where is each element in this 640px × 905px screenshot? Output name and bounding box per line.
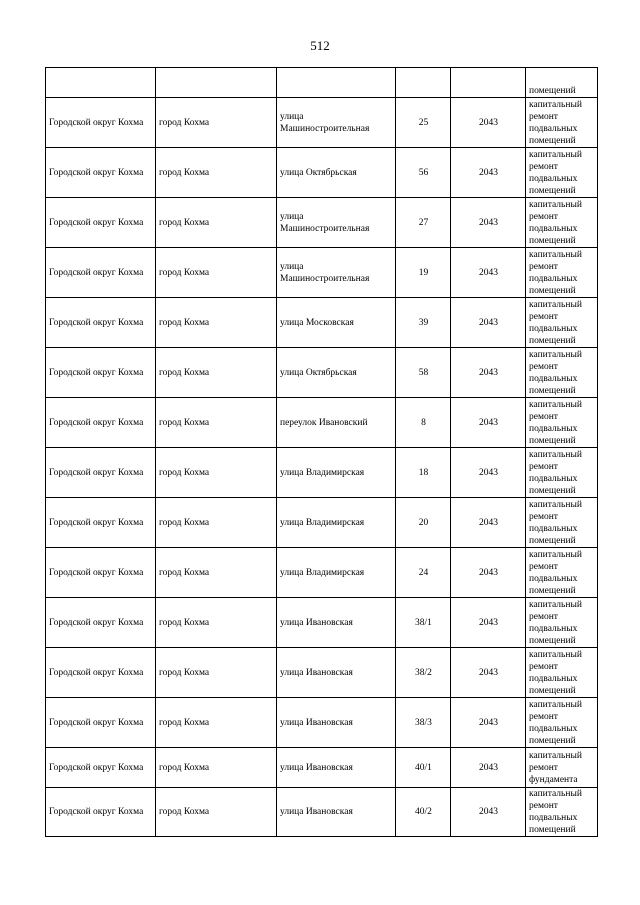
street-cell: улица Владимирская	[277, 498, 396, 548]
year-cell: 2043	[451, 198, 526, 248]
table-row	[46, 648, 598, 698]
municipality-cell: Городской округ Кохма	[46, 448, 156, 498]
municipality-cell: Городской округ Кохма	[46, 748, 156, 788]
year-cell	[451, 68, 526, 98]
street-cell: улица Ивановская	[277, 648, 396, 698]
repair-schedule-table	[45, 67, 598, 837]
table-row	[46, 298, 598, 348]
year-cell: 2043	[451, 348, 526, 398]
street-cell: улица Владимирская	[277, 548, 396, 598]
table-row	[46, 498, 598, 548]
work-type-cell: капитальный ремонт фундамента	[526, 748, 598, 788]
table-row	[46, 98, 598, 148]
house-cell: 25	[396, 98, 451, 148]
year-cell: 2043	[451, 298, 526, 348]
street-cell: улица Октябрьская	[277, 348, 396, 398]
table-row	[46, 748, 598, 788]
town-cell: город Кохма	[156, 348, 277, 398]
year-cell: 2043	[451, 548, 526, 598]
town-cell: город Кохма	[156, 748, 277, 788]
municipality-cell: Городской округ Кохма	[46, 788, 156, 837]
house-cell: 39	[396, 298, 451, 348]
house-cell: 58	[396, 348, 451, 398]
work-type-cell: капитальный ремонт подвальных помещений	[526, 148, 598, 198]
year-cell: 2043	[451, 698, 526, 748]
table-row-continued	[46, 68, 598, 98]
work-type-cell: капитальный ремонт подвальных помещений	[526, 298, 598, 348]
house-cell	[396, 68, 451, 98]
municipality-cell: Городской округ Кохма	[46, 548, 156, 598]
town-cell: город Кохма	[156, 498, 277, 548]
town-cell: город Кохма	[156, 448, 277, 498]
municipality-cell: Городской округ Кохма	[46, 248, 156, 298]
house-cell: 27	[396, 198, 451, 248]
year-cell: 2043	[451, 148, 526, 198]
house-cell: 18	[396, 448, 451, 498]
house-cell: 19	[396, 248, 451, 298]
year-cell: 2043	[451, 648, 526, 698]
town-cell: город Кохма	[156, 788, 277, 837]
municipality-cell: Городской округ Кохма	[46, 598, 156, 648]
work-type-cell: капитальный ремонт подвальных помещений	[526, 448, 598, 498]
municipality-cell: Городской округ Кохма	[46, 398, 156, 448]
town-cell: город Кохма	[156, 548, 277, 598]
work-type-cell: капитальный ремонт подвальных помещений	[526, 98, 598, 148]
street-cell: улица Машиностроительная	[277, 98, 396, 148]
work-type-cell: капитальный ремонт подвальных помещений	[526, 348, 598, 398]
street-cell: улица Машиностроительная	[277, 248, 396, 298]
work-type-cell: капитальный ремонт подвальных помещений	[526, 398, 598, 448]
municipality-cell: Городской округ Кохма	[46, 698, 156, 748]
town-cell: город Кохма	[156, 248, 277, 298]
year-cell: 2043	[451, 448, 526, 498]
town-cell: город Кохма	[156, 98, 277, 148]
municipality-cell: Городской округ Кохма	[46, 148, 156, 198]
work-type-cell: капитальный ремонт подвальных помещений	[526, 598, 598, 648]
table-row	[46, 248, 598, 298]
house-cell: 38/3	[396, 698, 451, 748]
work-type-cell: капитальный ремонт подвальных помещений	[526, 788, 598, 837]
work-type-cell: капитальный ремонт подвальных помещений	[526, 498, 598, 548]
table-row	[46, 348, 598, 398]
town-cell: город Кохма	[156, 298, 277, 348]
table-row	[46, 198, 598, 248]
year-cell: 2043	[451, 98, 526, 148]
work-type-cell: помещений	[526, 68, 598, 98]
table-row	[46, 698, 598, 748]
municipality-cell: Городской округ Кохма	[46, 648, 156, 698]
town-cell	[156, 68, 277, 98]
table-row	[46, 448, 598, 498]
street-cell: улица Ивановская	[277, 698, 396, 748]
year-cell: 2043	[451, 788, 526, 837]
work-type-cell: капитальный ремонт подвальных помещений	[526, 648, 598, 698]
town-cell: город Кохма	[156, 198, 277, 248]
house-cell: 24	[396, 548, 451, 598]
street-cell: улица Ивановская	[277, 788, 396, 837]
municipality-cell: Городской округ Кохма	[46, 298, 156, 348]
town-cell: город Кохма	[156, 648, 277, 698]
page-number: 512	[310, 38, 330, 53]
town-cell: город Кохма	[156, 698, 277, 748]
table-row	[46, 398, 598, 448]
street-cell	[277, 68, 396, 98]
work-type-cell: капитальный ремонт подвальных помещений	[526, 698, 598, 748]
house-cell: 8	[396, 398, 451, 448]
street-cell: переулок Ивановский	[277, 398, 396, 448]
municipality-cell: Городской округ Кохма	[46, 498, 156, 548]
house-cell: 40/2	[396, 788, 451, 837]
town-cell: город Кохма	[156, 398, 277, 448]
house-cell: 38/1	[396, 598, 451, 648]
municipality-cell	[46, 68, 156, 98]
street-cell: улица Ивановская	[277, 598, 396, 648]
table-row	[46, 788, 598, 837]
street-cell: улица Ивановская	[277, 748, 396, 788]
street-cell: улица Владимирская	[277, 448, 396, 498]
municipality-cell: Городской округ Кохма	[46, 98, 156, 148]
year-cell: 2043	[451, 748, 526, 788]
table-row	[46, 548, 598, 598]
work-type-cell: капитальный ремонт подвальных помещений	[526, 548, 598, 598]
year-cell: 2043	[451, 248, 526, 298]
year-cell: 2043	[451, 498, 526, 548]
house-cell: 20	[396, 498, 451, 548]
street-cell: улица Октябрьская	[277, 148, 396, 198]
table-row	[46, 598, 598, 648]
town-cell: город Кохма	[156, 598, 277, 648]
house-cell: 38/2	[396, 648, 451, 698]
year-cell: 2043	[451, 398, 526, 448]
work-type-cell: капитальный ремонт подвальных помещений	[526, 248, 598, 298]
house-cell: 40/1	[396, 748, 451, 788]
town-cell: город Кохма	[156, 148, 277, 198]
municipality-cell: Городской округ Кохма	[46, 198, 156, 248]
year-cell: 2043	[451, 598, 526, 648]
table-row	[46, 148, 598, 198]
street-cell: улица Машиностроительная	[277, 198, 396, 248]
work-type-cell: капитальный ремонт подвальных помещений	[526, 198, 598, 248]
street-cell: улица Московская	[277, 298, 396, 348]
municipality-cell: Городской округ Кохма	[46, 348, 156, 398]
house-cell: 56	[396, 148, 451, 198]
